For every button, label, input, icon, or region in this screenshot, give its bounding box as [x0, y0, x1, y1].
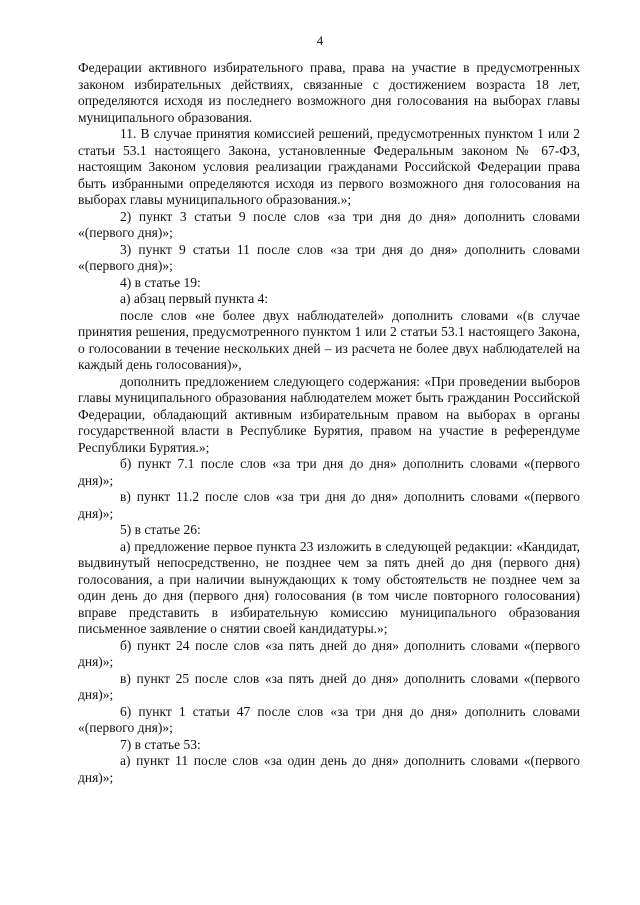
paragraph-item-4: 4) в статье 19:: [120, 274, 201, 290]
paragraph-item-4a: а) абзац первый пункта 4:: [120, 291, 269, 306]
document-body: [78, 60, 580, 786]
paragraph-continuation: Федерации активного избирательного права, права на участие в предусмотренных законом избирательных действиях, связанные с достижением возраста 18 лет, определяются исходя из последнего возможного дня голосования на выборах главы муниципального образования.: [78, 60, 580, 125]
page-number: 4: [316, 33, 324, 48]
paragraph-add-sentence: дополнить предложением следующего содержания: «При проведении выборов главы муниципального образования наблюдателем может быть гражданин Российской Федерации, обладающий активным избирательным правом на выборах в органы государственной власти в Республике Бурятия, правом на участие в референдуме Республики Бурятия.»;: [78, 373, 580, 455]
paragraph-item-4v: в) пункт 11.2 после слов «за три дня до дня» дополнить словами «(первого дня)»;: [78, 489, 580, 521]
paragraph-item-5v: в) пункт 25 после слов «за пять дней до дня» дополнить словами «(первого дня)»;: [78, 670, 580, 702]
paragraph-item-6: 6) пункт 1 статьи 47 после слов «за три дня до дня» дополнить словами «(первого дня)»;: [78, 703, 580, 735]
paragraph-item-11: 11. В случае принятия комиссией решений, предусмотренных пунктом 1 или 2 статьи 53.1 настоящего Закона, установленные Федеральным законом № 67-ФЗ, настоящим Законом условия реализации гражданами Российской Федерации права быть избранными определяются исходя из первого возможного дня голосования на выборах главы муниципального образования.»;: [78, 126, 580, 207]
paragraph-item-5: 5) в статье 26:: [120, 522, 201, 537]
paragraph-item-5a: а) предложение первое пункта 23 изложить в следующей редакции: «Кандидат, выдвинутый непосредственно, не позднее чем за пять дней до дня (первого дня) голосования, а при наличии вынуждающих к тому обстоятельств не позднее чем за один день до дня (первого дня) голосования (в том числе повторного голосования) вправе представить в избирательную комиссию муниципального образования письменное заявление о снятии своей кандидатуры.»;: [78, 538, 580, 636]
paragraph-item-7: 7) в статье 53:: [120, 736, 201, 752]
paragraph-item-5b: б) пункт 24 после слов «за пять дней до дня» дополнить словами «(первого дня)»;: [78, 637, 580, 669]
paragraph-item-7a: а) пункт 11 после слов «за один день до дня» дополнить словами «(первого дня)»;: [78, 753, 580, 785]
paragraph-observers: после слов «не более двух наблюдателей» дополнить словами «(в случае принятия решения, предусмотренного пунктом 1 или 2 статьи 53.1 настоящего Закона, о голосовании в течение нескольких дней – из расчета не более двух наблюдателей на каждый день голосования)»,: [78, 307, 580, 372]
paragraph-item-4b: б) пункт 7.1 после слов «за три дня до дня» дополнить словами «(первого дня)»;: [78, 456, 580, 488]
paragraph-item-2: 2) пункт 3 статьи 9 после слов «за три дня до дня» дополнить словами «(первого дня)»;: [78, 208, 580, 240]
paragraph-item-3: 3) пункт 9 статьи 11 после слов «за три дня до дня» дополнить словами «(первого дня)»;: [78, 241, 580, 273]
